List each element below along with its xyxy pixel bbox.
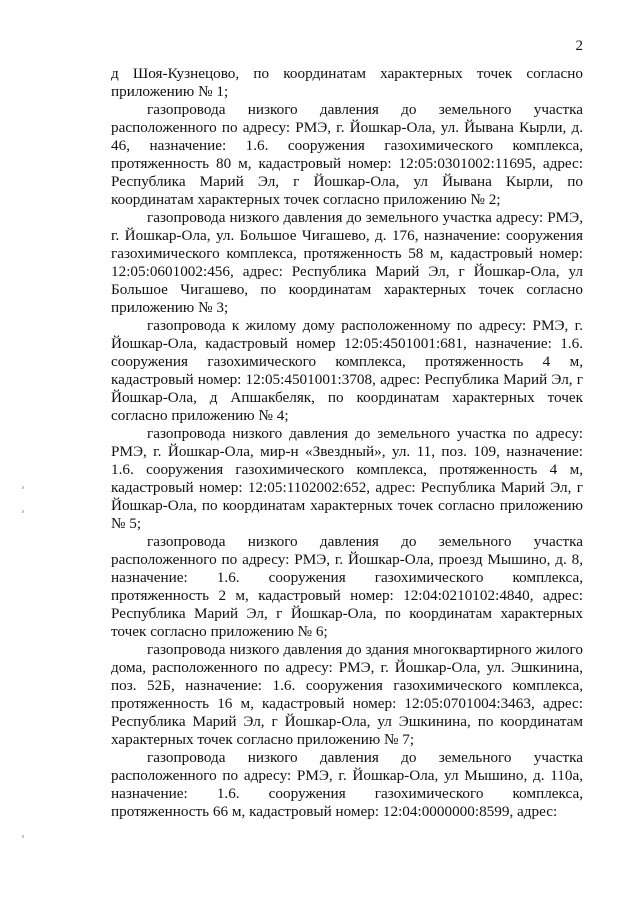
paragraph-2: газопровода низкого давления до земельного участка расположенного по адресу: РМЭ, г. Йошкар-Ола, ул. Йывана Кырли, д. 46, назначение: 1.6. сооружения газохимического комплекса, протяженность 80 м, кадастровый номер: 12:05:0301002:11695, адрес: Республика Марий Эл, г Йошкар-Ола, ул Йывана Кырли, по координатам характерных точек согласно приложению № 2;: [111, 101, 583, 208]
page-number: 2: [575, 38, 583, 54]
scan-margin-mark: [22, 486, 24, 489]
paragraph-4: газопровода к жилому дому расположенному по адресу: РМЭ, г. Йошкар-Ола, кадастровый номер 12:05:4501001:681, назначение: 1.6. сооружения газохимического комплекса, протяженность 4 м, кадастровый номер: 12:05:4501001:3708, адрес: Республика Марий Эл, г Йошкар-Ола, д Апшакбеляк, по координатам характерных точек согласно приложению № 4;: [111, 317, 583, 424]
scan-margin-mark: [22, 835, 24, 838]
paragraph-8: газопровода низкого давления до земельного участка расположенного по адресу: РМЭ, г. Йошкар-Ола, ул Мышино, д. 110а, назначение: 1.6. сооружения газохимического комплекса, протяженность 66 м, кадастровый номер: 12:04:0000000:8599, адрес:: [111, 749, 583, 820]
paragraph-7: газопровода низкого давления до здания многоквартирного жилого дома, расположенного по адресу: РМЭ, г. Йошкар-Ола, ул. Эшкинина, поз. 52Б, назначение: 1.6. сооружения газохимического комплекса, протяженность 16 м, кадастровый номер: 12:05:0701004:3463, адрес: Республика Марий Эл, г Йошкар-Ола, ул Эшкинина, по координатам характерных точек согласно приложению № 7;: [111, 641, 583, 748]
paragraph-5: газопровода низкого давления до земельного участка по адресу: РМЭ, г. Йошкар-Ола, мир-н «Звездный», ул. 11, поз. 109, назначение: 1.6. сооружения газохимического комплекса, протяженность 4 м, кадастровый номер: 12:05:1102002:652, адрес: Республика Марий Эл, г Йошкар-Ола, по координатам характерных точек согласно приложению № 5;: [111, 425, 583, 532]
document-body: [111, 65, 583, 821]
paragraph-6: газопровода низкого давления до земельного участка расположенного по адресу: РМЭ, г. Йошкар-Ола, проезд Мышино, д. 8, назначение: 1.6. сооружения газохимического комплекса, протяженность 2 м, кадастровый номер: 12:04:0210102:4840, адрес: Республика Марий Эл, г Йошкар-Ола, по координатам характерных точек согласно приложению № 6;: [111, 533, 583, 640]
paragraph-3: газопровода низкого давления до земельного участка адресу: РМЭ, г. Йошкар-Ола, ул. Большое Чигашево, д. 176, назначение: сооружения газохимического комплекса, протяженность 58 м, кадастровый номер: 12:05:0601002:456, адрес: Республика Марий Эл, г Йошкар-Ола, ул Большое Чигашево, по координатам характерных точек согласно приложению № 3;: [111, 209, 583, 316]
paragraph-1: д Шоя-Кузнецово, по координатам характерных точек согласно приложению № 1;: [111, 65, 583, 100]
scan-margin-mark: [22, 510, 24, 513]
